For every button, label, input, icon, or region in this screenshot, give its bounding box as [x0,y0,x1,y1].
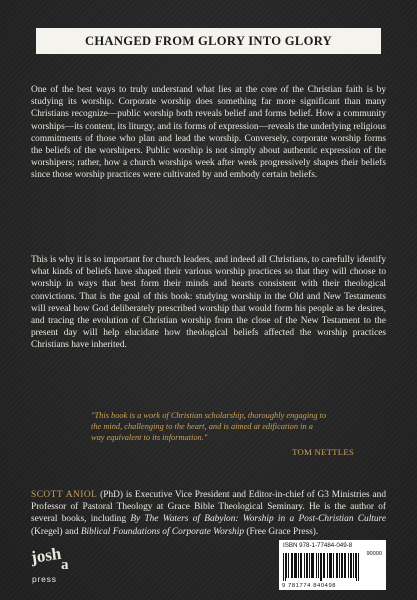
barcode-bar [324,553,325,578]
barcode-bar [350,553,351,578]
barcode-bar [307,553,308,578]
publisher-logo-bottom: press [32,574,57,584]
barcode-bars [283,549,359,581]
publisher-logo-top: josh [30,543,63,567]
barcode-bar [342,553,343,578]
barcode-bar [351,553,352,578]
isbn-barcode [279,540,386,590]
barcode-bar [348,553,349,578]
barcode-bar [300,553,301,578]
isbn-number: ISBN 978-1-77484-049-8 [283,542,353,549]
book-title: CHANGED FROM GLORY INTO GLORY [84,33,333,48]
book-title-1: By The Waters of Babylon: Worship in a Post-Christian Culture [130,514,386,525]
barcode-bar [306,553,307,578]
barcode-bar [353,553,354,578]
barcode-bar [288,553,289,578]
barcode-bar [345,553,346,578]
barcode-bar [323,553,324,578]
author-name: SCOTT ANIOL [31,490,98,500]
barcode-bar [292,553,293,578]
endorsement-quote: "This book is a work of Christian scholarship, thoroughly engaging to the mind, challenging to the heart, and is aimed at edification in a way equivalent to its information." [91,411,327,442]
barcode-bar [298,553,299,578]
barcode-bar [312,553,313,578]
barcode-bar [355,553,356,578]
title-banner [36,28,381,54]
barcode-bar [295,553,296,578]
barcode-bar [358,553,359,581]
barcode-bar [291,553,292,578]
barcode-bar [336,553,337,578]
author-bio-text-2: (Kregel) and [31,526,81,537]
barcode-bar [286,553,287,578]
publisher-logo [30,538,74,586]
barcode-bar [329,553,330,578]
barcode-bar [337,553,338,578]
barcode-bar [313,553,314,578]
barcode-price-code: 90000 [366,551,382,557]
barcode-bar [309,553,310,578]
barcode-bar [331,553,332,578]
author-bio [31,489,386,538]
barcode-bar [330,553,331,578]
author-degree: (PhD) [97,490,123,500]
barcode-bar [301,553,302,578]
description-paragraph-2: This is why it is so important for church leaders, and indeed all Christians, to carefully identify what kinds of beliefs have shaped their various worship practices so that they will choose to worship in ways that best form their minds and hearts consistent with their theological convictions. That is the goal of this book: studying worship in the Old and New Testaments will reveal how God deliberately prescribed worship that would form his people as he desires, and tracing the evolution of Christian worship from the close of the New Testament to the present day will help elucidate how theological beliefs affected the worship practices Christians have inherited. [31,255,386,351]
author-bio-text-3: (Free Grace Press). [244,526,319,537]
barcode-bar [294,553,295,578]
endorsement-author: TOM NETTLES [292,447,354,457]
barcode-bar [344,553,345,578]
barcode-bar [321,553,322,581]
barcode-bar [356,553,357,581]
barcode-bar [311,553,312,578]
barcode-bar [296,553,297,578]
barcode-bar [318,553,319,578]
barcode-digits: 9 781774 840498 [282,583,337,589]
book-title-2: Biblical Foundations of Corporate Worship [80,526,244,537]
barcode-bar [304,553,305,578]
barcode-bar [327,553,328,578]
barcode-bar [320,553,321,581]
barcode-bar [333,553,334,578]
barcode-bar [285,553,286,581]
barcode-bar [341,553,342,578]
barcode-bar [316,553,317,578]
description-paragraph-1: One of the best ways to truly understand what lies at the core of the Christian faith is by studying its worship. Corporate worship does something far more significant than many Christians recognize—public worship both reveals belief and forms belief. How a community worships—its content, its liturgy, and its forms of expression—reveals the underlying religious commitments of those who plan and lead the worship. Conversely, corporate worship forms the beliefs of the worshipers. Public worship is not simply about authentic expression of the worshipers; rather, how a church worships week after week progressively shapes their beliefs since those worship practices were cultivated by and embody certain beliefs. [31,85,387,181]
barcode-bar [283,553,284,581]
barcode-bar [339,553,340,578]
publisher-logo-a: a [61,557,69,573]
author-bio-text-1: is Executive Vice President and Editor-in-chief of G3 Ministries and Professor of Pastoral Theology at Grace Bible Theological Seminary. He is the author of several books, including [31,490,386,525]
